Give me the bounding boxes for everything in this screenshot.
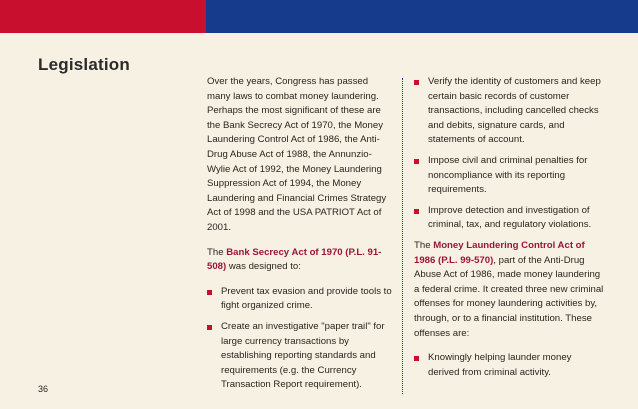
list-item-text: Improve detection and investigation of criminal, tax, and regulatory violations. — [428, 204, 592, 231]
middle-column — [207, 75, 393, 399]
square-bullet-icon — [414, 209, 419, 214]
intro-paragraph: Over the years, Congress has passed many laws to combat money laundering. Perhaps the most significant of these are the Bank Secrecy Act of 1970, the Money Laundering Control Act of 1986, the Anti-Drug Abuse Act of 1988, the Annunzio-Wylie Act of 1992, the Money Laundering Suppression Act of 1994, the Money Laundering and Financial Crimes Strategy Act of 1998 and the USA PATRIOT Act of 2001. — [207, 76, 387, 233]
list-item — [414, 351, 604, 380]
list-item — [414, 75, 604, 148]
list-item — [414, 154, 604, 198]
square-bullet-icon — [414, 159, 419, 164]
top-band-blue — [206, 0, 638, 33]
mlca-paragraph — [414, 239, 604, 341]
mlca-lead: The — [414, 239, 434, 251]
page-number: 36 — [38, 384, 49, 394]
square-bullet-icon — [414, 80, 419, 85]
square-bullet-icon — [414, 356, 419, 361]
top-band-red — [0, 0, 206, 33]
bsa-paragraph — [207, 246, 393, 275]
bsa-tail: was designed to: — [226, 261, 301, 273]
list-item-text: Knowingly helping launder money derived from criminal activity. — [428, 352, 572, 378]
mlca-bullet-list — [414, 351, 604, 380]
top-color-band — [0, 0, 638, 33]
bsa-bullet-list-continued — [414, 75, 604, 233]
bsa-lead: The — [207, 246, 227, 258]
right-column — [414, 75, 604, 386]
list-item-text: Verify the identity of customers and keep certain basic records of customer transactions, including cancelled checks and debits, signature cards, and statements of account. — [428, 76, 601, 146]
mlca-tail: , part of the Anti-Drug Abuse Act of 1986, made money laundering a federal crime. It created three new criminal offenses for money laundering activities by, through, or to a financial institution. These offenses are: — [414, 254, 604, 339]
list-item-text: Prevent tax evasion and provide tools to fight organized crime. — [221, 285, 392, 312]
list-item — [207, 285, 393, 314]
section-title: Legislation — [38, 55, 130, 74]
mlca-act-title: Money Laundering Control Act of 1986 (P.L. 99-570) — [414, 239, 585, 266]
square-bullet-icon — [207, 325, 212, 330]
column-divider — [402, 78, 403, 394]
bsa-act-title: Bank Secrecy Act of 1970 (P.L. 91-508) — [207, 246, 382, 273]
list-item — [207, 320, 393, 393]
list-item-text: Impose civil and criminal penalties for noncompliance with its reporting requirements. — [428, 154, 588, 196]
list-item-text: Create an investigative "paper trail" for large currency transactions by establishing reporting standards and requirements (e.g. the Currency Transaction Report requirement). — [221, 320, 385, 391]
square-bullet-icon — [207, 290, 212, 295]
bsa-bullet-list — [207, 285, 393, 393]
list-item — [414, 204, 604, 233]
